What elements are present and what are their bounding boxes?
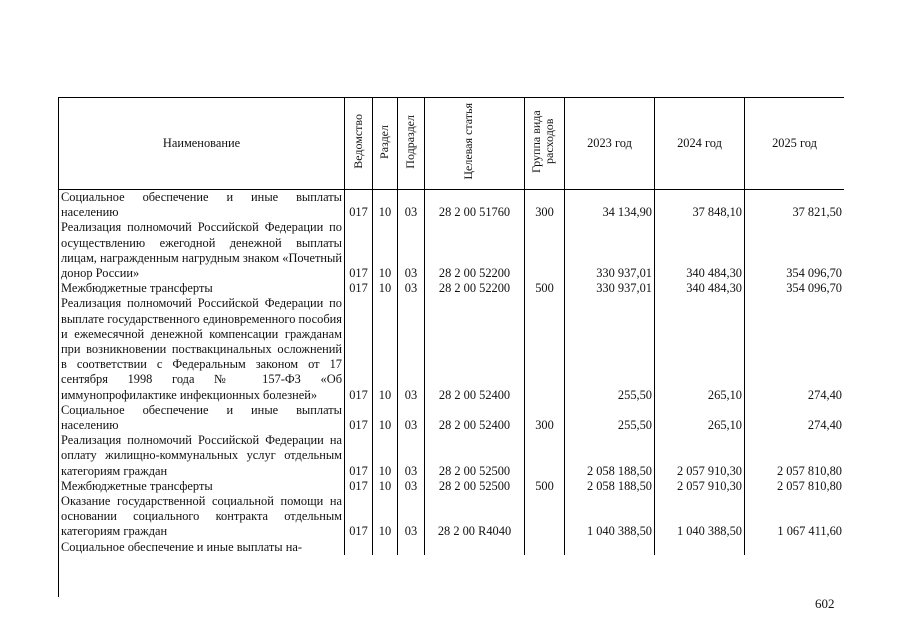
cell-name: Реализация полномочий Российской Федерации по осуществлению ежегодной денежной выплаты лицам, награжденным нагрудным знаком «Почетный донор России» <box>59 220 345 281</box>
page-number: 602 <box>815 596 835 611</box>
cell-vedomstvo <box>345 540 373 555</box>
cell-2024: 1 040 388,50 <box>655 494 745 540</box>
cell-2023: 255,50 <box>565 296 655 402</box>
table-row <box>59 479 845 494</box>
cell-gruppa <box>525 540 565 555</box>
cell-2025: 274,40 <box>745 403 845 433</box>
budget-table <box>58 97 844 555</box>
cell-2025: 354 096,70 <box>745 281 845 296</box>
cell-vedomstvo: 017 <box>345 296 373 402</box>
cell-podrazdel: 03 <box>398 281 425 296</box>
cell-celevaya: 28 2 00 R4040 <box>425 494 525 540</box>
cell-gruppa: 300 <box>525 190 565 221</box>
cell-vedomstvo: 017 <box>345 403 373 433</box>
cell-2024: 2 057 910,30 <box>655 433 745 479</box>
table-row <box>59 494 845 540</box>
cell-vedomstvo: 017 <box>345 190 373 221</box>
cell-vedomstvo: 017 <box>345 433 373 479</box>
cell-2024: 265,10 <box>655 296 745 402</box>
cell-vedomstvo: 017 <box>345 494 373 540</box>
col-header-2025: 2025 год <box>745 98 845 190</box>
cell-2023 <box>565 540 655 555</box>
cell-2023: 2 058 188,50 <box>565 479 655 494</box>
col-header-gruppa: Группа вида расходов <box>525 98 565 190</box>
cell-2024: 340 484,30 <box>655 220 745 281</box>
cell-2023: 2 058 188,50 <box>565 433 655 479</box>
col-header-celevaya: Целевая статья <box>425 98 525 190</box>
col-header-razdel: Раздел <box>373 98 398 190</box>
cell-celevaya: 28 2 00 51760 <box>425 190 525 221</box>
cell-celevaya: 28 2 00 52400 <box>425 403 525 433</box>
table-body <box>59 190 845 555</box>
cell-gruppa <box>525 220 565 281</box>
table-header-row <box>59 98 845 190</box>
cell-razdel: 10 <box>373 220 398 281</box>
cell-name: Межбюджетные трансферты <box>59 281 345 296</box>
cell-2025: 2 057 810,80 <box>745 433 845 479</box>
cell-razdel: 10 <box>373 296 398 402</box>
cell-2025: 274,40 <box>745 296 845 402</box>
cell-gruppa: 500 <box>525 479 565 494</box>
cell-2023: 330 937,01 <box>565 281 655 296</box>
cell-gruppa: 500 <box>525 281 565 296</box>
cell-gruppa <box>525 494 565 540</box>
col-header-name: Наименование <box>59 98 345 190</box>
table-row <box>59 220 845 281</box>
cell-celevaya <box>425 540 525 555</box>
cell-podrazdel: 03 <box>398 190 425 221</box>
cell-celevaya: 28 2 00 52400 <box>425 296 525 402</box>
cell-2025 <box>745 540 845 555</box>
cell-2023: 330 937,01 <box>565 220 655 281</box>
cell-name: Реализация полномочий Российской Федерации по выплате государственного единовременного пособия и ежемесячной денежной компенсации гражданам при возникновении поствакцинальных осложнений в соответствии с Федеральным законом от 17 сентября 1998 года № 157-ФЗ «Об иммунопрофилактике инфекционных болезней» <box>59 296 345 402</box>
cell-podrazdel: 03 <box>398 494 425 540</box>
cell-2024: 2 057 910,30 <box>655 479 745 494</box>
cell-podrazdel: 03 <box>398 403 425 433</box>
cell-2023: 34 134,90 <box>565 190 655 221</box>
cell-celevaya: 28 2 00 52200 <box>425 281 525 296</box>
col-header-podrazdel: Подраздел <box>398 98 425 190</box>
cell-2023: 1 040 388,50 <box>565 494 655 540</box>
cell-podrazdel: 03 <box>398 296 425 402</box>
cell-name: Реализация полномочий Российской Федерации на оплату жилищно-коммунальных услуг отдельным категориям граждан <box>59 433 345 479</box>
cell-2024 <box>655 540 745 555</box>
table-row <box>59 403 845 433</box>
col-header-2023: 2023 год <box>565 98 655 190</box>
cell-razdel: 10 <box>373 494 398 540</box>
cell-razdel: 10 <box>373 433 398 479</box>
cell-2025: 2 057 810,80 <box>745 479 845 494</box>
cell-celevaya: 28 2 00 52500 <box>425 433 525 479</box>
cell-name: Социальное обеспечение и иные выплаты населению <box>59 190 345 221</box>
cell-podrazdel: 03 <box>398 479 425 494</box>
table-row <box>59 296 845 402</box>
table-row <box>59 540 845 555</box>
cell-name: Оказание государственной социальной помощи на основании социального контракта отдельным категориям граждан <box>59 494 345 540</box>
cell-razdel: 10 <box>373 403 398 433</box>
cell-razdel <box>373 540 398 555</box>
cell-name: Социальное обеспечение и иные выплаты на- <box>59 540 345 555</box>
cell-2024: 265,10 <box>655 403 745 433</box>
cell-vedomstvo: 017 <box>345 479 373 494</box>
col-header-2024: 2024 год <box>655 98 745 190</box>
cell-2025: 354 096,70 <box>745 220 845 281</box>
cell-2024: 37 848,10 <box>655 190 745 221</box>
budget-table-wrapper <box>58 97 844 597</box>
cell-gruppa: 300 <box>525 403 565 433</box>
cell-2025: 1 067 411,60 <box>745 494 845 540</box>
cell-name: Социальное обеспечение и иные выплаты населению <box>59 403 345 433</box>
cell-vedomstvo: 017 <box>345 281 373 296</box>
cell-gruppa <box>525 296 565 402</box>
cell-celevaya: 28 2 00 52200 <box>425 220 525 281</box>
col-header-vedomstvo: Ведомство <box>345 98 373 190</box>
cell-2025: 37 821,50 <box>745 190 845 221</box>
cell-razdel: 10 <box>373 190 398 221</box>
cell-2023: 255,50 <box>565 403 655 433</box>
cell-gruppa <box>525 433 565 479</box>
cell-razdel: 10 <box>373 479 398 494</box>
cell-podrazdel: 03 <box>398 433 425 479</box>
table-row <box>59 281 845 296</box>
cell-celevaya: 28 2 00 52500 <box>425 479 525 494</box>
cell-podrazdel <box>398 540 425 555</box>
cell-podrazdel: 03 <box>398 220 425 281</box>
cell-name: Межбюджетные трансферты <box>59 479 345 494</box>
cell-vedomstvo: 017 <box>345 220 373 281</box>
cell-razdel: 10 <box>373 281 398 296</box>
table-row <box>59 433 845 479</box>
table-row <box>59 190 845 221</box>
cell-2024: 340 484,30 <box>655 281 745 296</box>
